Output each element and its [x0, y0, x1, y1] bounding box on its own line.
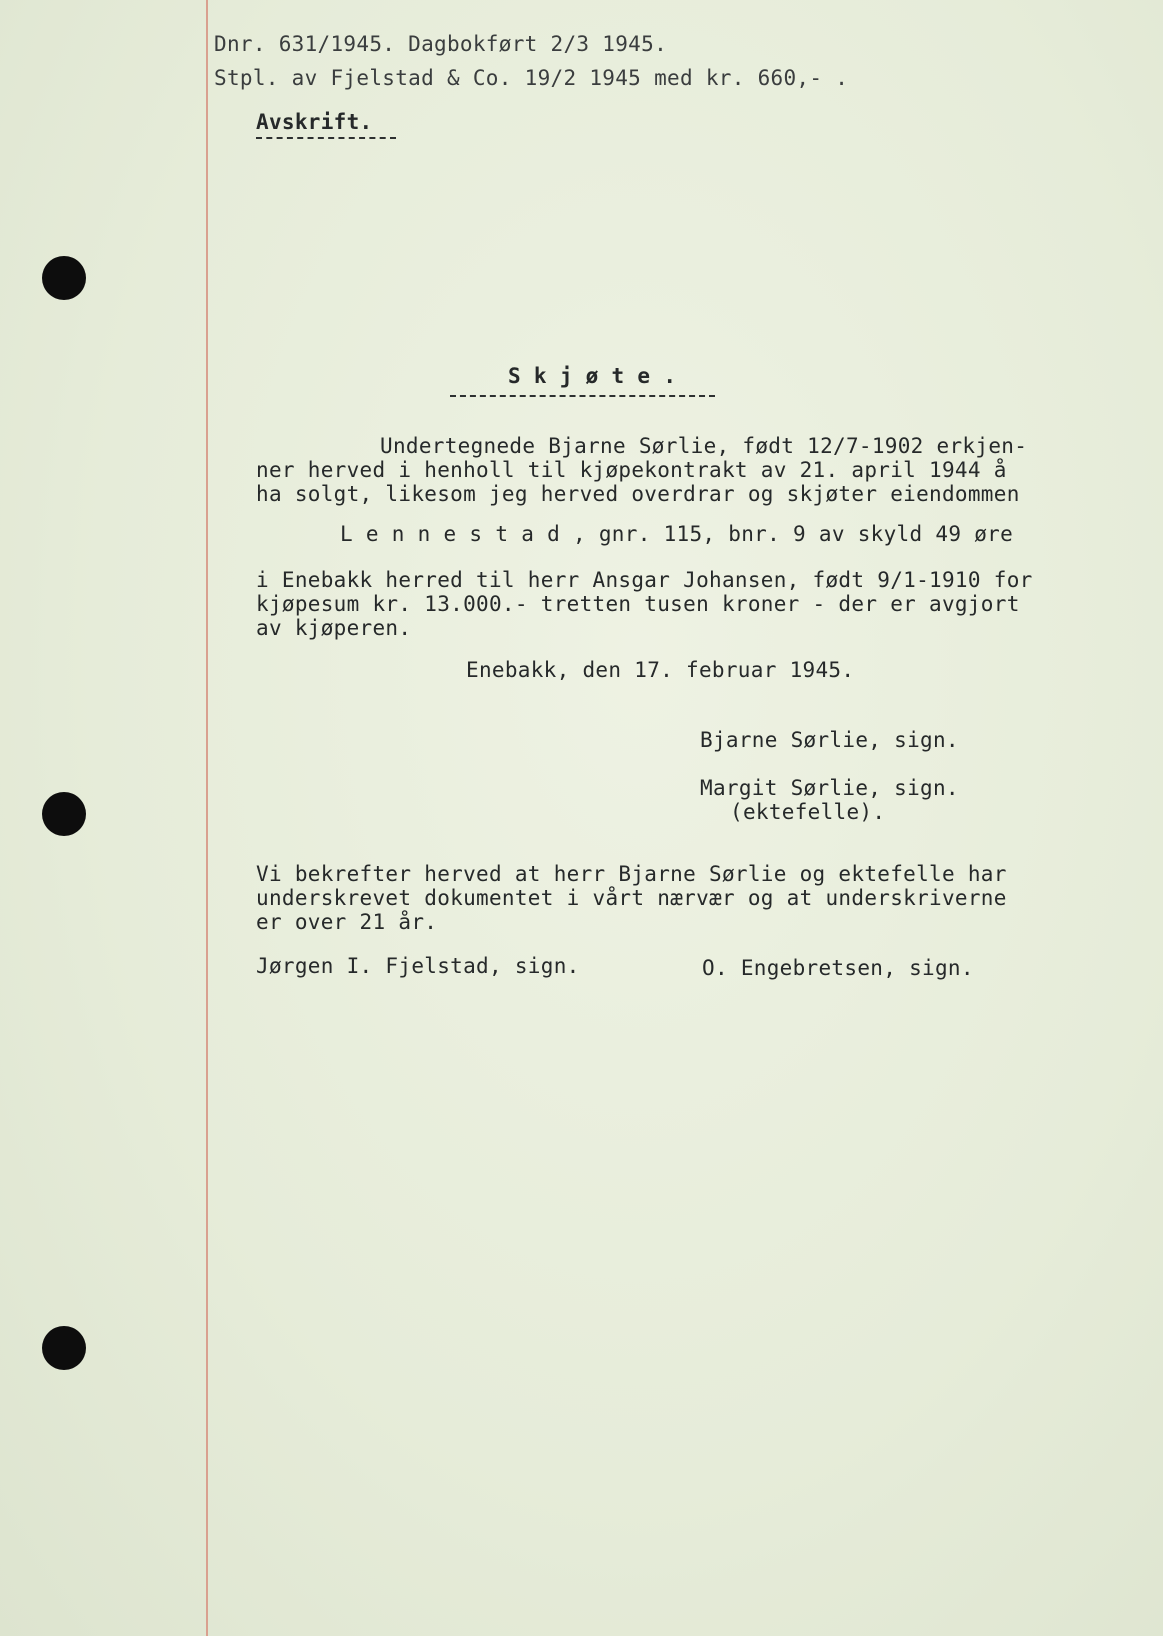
document-title: S k j ø t e . [508, 364, 677, 388]
punch-hole-middle [42, 792, 86, 836]
avskrift-underline [256, 137, 396, 139]
body-para2-line3: av kjøperen. [256, 616, 412, 640]
body-para1-line2: ner herved i henholl til kjøpekontrakt av 21. april 1944 å [256, 458, 1007, 482]
witness-statement-line2: underskrevet dokumentet i vårt nærvær og at underskriverne [256, 886, 1007, 910]
witness2-signature: O. Engebretsen, sign. [702, 956, 974, 980]
spouse-signature: Margit Sørlie, sign. [700, 776, 959, 800]
body-para1-line1: Undertegnede Bjarne Sørlie, født 12/7-1902 erkjen- [380, 434, 1028, 458]
seller-signature: Bjarne Sørlie, sign. [700, 728, 959, 752]
body-para2-line1: i Enebakk herred til herr Ansgar Johansen, født 9/1-1910 for [256, 568, 1033, 592]
title-underline [450, 395, 715, 397]
margin-line [206, 0, 208, 1636]
witness-statement-line1: Vi bekrefter herved at herr Bjarne Sørlie og ektefelle har [256, 862, 1007, 886]
punch-hole-top [42, 256, 86, 300]
punch-hole-bottom [42, 1326, 86, 1370]
header-stamp-line: Stpl. av Fjelstad & Co. 19/2 1945 med kr. 660,- . [214, 66, 849, 90]
property-line: L e n n e s t a d , gnr. 115, bnr. 9 av skyld 49 øre [340, 522, 1014, 546]
spouse-role: (ektefelle). [730, 800, 886, 824]
witness1-signature: Jørgen I. Fjelstad, sign. [256, 954, 580, 978]
place-date: Enebakk, den 17. februar 1945. [466, 658, 855, 682]
avskrift-label: Avskrift. [256, 110, 373, 134]
body-para1-line3: ha solgt, likesom jeg herved overdrar og skjøter eiendommen [256, 482, 1020, 506]
body-para2-line2: kjøpesum kr. 13.000.- tretten tusen kroner - der er avgjort [256, 592, 1020, 616]
witness-statement-line3: er over 21 år. [256, 910, 438, 934]
header-registration-line: Dnr. 631/1945. Dagbokført 2/3 1945. [214, 32, 668, 56]
